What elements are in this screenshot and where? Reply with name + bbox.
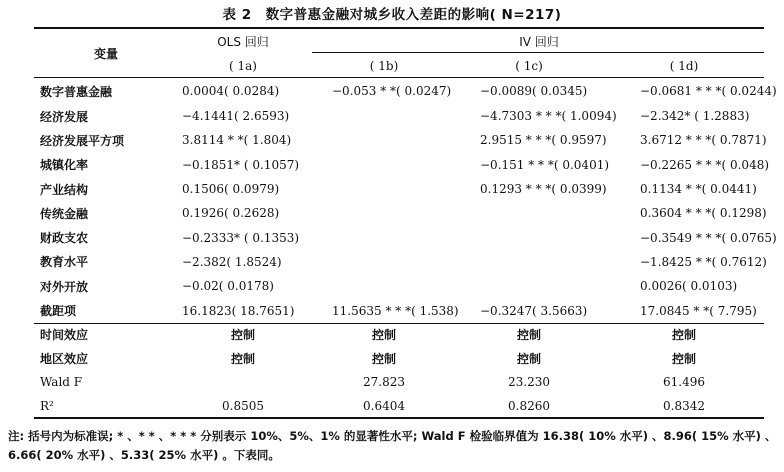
cell-1b [314,128,454,152]
cell-1a: −0.02( 0.0178) [182,279,274,294]
cell-1b: 27.823 [363,375,405,390]
col-header-1b: ( 1b) [369,59,399,73]
row-label: 时间效应 [40,328,89,343]
cell-1a: −4.1441( 2.6593) [182,109,290,124]
cell-1d: 0.0026( 0.0103) [640,279,738,294]
table-row [34,201,764,225]
cell-1c: 控制 [516,352,541,367]
cell-1b: 0.6404 [363,398,405,413]
cell-1b [314,104,454,128]
row-label: 数字普惠金融 [40,84,113,99]
cell-1c [454,274,604,298]
row-label: 经济发展平方项 [40,133,125,148]
cell-1c: 23.230 [508,375,550,390]
iv-header: IV 回归 [519,34,559,49]
cell-1d: 控制 [672,352,697,367]
cell-1b [314,177,454,201]
row-label: 财政支农 [40,231,89,246]
cell-1c: −4.7303 * * *( 1.0094) [480,109,617,124]
cell-1a: −0.1851* ( 0.1057) [182,157,300,172]
cell-1a [172,371,314,395]
table-title: 表 2 数字普惠金融对城乡收入差距的影响( N=217) [222,7,562,23]
row-label: Wald F [40,375,83,390]
cell-1c: −0.151 * * *( 0.0401) [480,157,610,172]
cell-1c: 0.8260 [508,398,550,413]
row-label: 城镇化率 [40,158,89,173]
cell-1c: 0.1293 * * *( 0.0399) [480,182,607,197]
col-header-1a: ( 1a) [229,59,257,73]
row-label: 对外开放 [40,279,89,294]
cell-1d: 控制 [672,328,697,343]
cell-1d: 0.3604 * * *( 0.1298) [640,206,767,221]
cell-1a: 16.1823( 18.7651) [182,303,295,318]
cell-1b: 控制 [371,328,396,343]
cell-1b [314,201,454,225]
cell-1c: −0.3247( 3.5663) [480,303,588,318]
cell-1b: −0.053 * *( 0.0247) [332,84,452,98]
table-row [34,323,764,347]
cell-1a: 0.8505 [222,398,264,413]
variable-header: 变量 [94,46,119,61]
cell-1c [454,225,604,249]
cell-1c [454,250,604,274]
cell-1d: 3.6712 * * *( 0.7871) [640,133,767,148]
cell-1d: −0.0681 * * *( 0.0244) [640,84,777,98]
col-header-1d: ( 1d) [669,59,699,73]
ols-header: OLS 回归 [217,34,269,49]
table-row [34,78,764,104]
table-row [34,104,764,128]
cell-1c: 2.9515 * * *( 0.9597) [480,133,607,148]
cell-1c [454,201,604,225]
cell-1b [314,225,454,249]
table-row [34,128,764,152]
regression-table [34,28,777,418]
table-row [34,250,764,274]
cell-1a: −2.382( 1.8524) [182,254,282,269]
cell-1c: 控制 [516,328,541,343]
row-label: R² [40,398,54,413]
table-note: 注: 括号内为标准误; * 、* * 、* * * 分别表示 10%、5%、1% 的显著性水平; Wald F 检验临界值为 16.38( 10% 水平) 、8.96( 15% 水平) 、6.66( 20% 水平) 、5.33( 25% 水平) 。下表同。 [8,429,777,462]
row-label: 传统金融 [40,206,89,221]
cell-1b [314,153,454,177]
table-row [34,371,764,395]
cell-1a: 0.1926( 0.2628) [182,206,280,221]
cell-1b [314,250,454,274]
cell-1c: −0.0089( 0.0345) [480,84,588,98]
cell-1a: 控制 [230,328,255,343]
cell-1d: −0.2265 * * *( 0.048) [640,157,770,172]
row-label: 教育水平 [40,255,89,270]
cell-1b [314,274,454,298]
col-header-1c: ( 1c) [515,59,543,73]
table-row [34,274,764,298]
row-label: 截距项 [40,304,77,319]
table-row [34,298,764,322]
cell-1d: 0.8342 [663,398,705,413]
cell-1d: 61.496 [663,375,705,390]
cell-1b: 11.5635 * * *( 1.538) [332,303,459,318]
cell-1d: 17.0845 * *( 7.795) [640,303,757,318]
row-label: 产业结构 [40,182,89,197]
cell-1a: −0.2333* ( 0.1353) [182,230,300,245]
table-row [34,225,764,249]
row-label: 经济发展 [40,109,89,124]
cell-1b: 控制 [371,352,396,367]
cell-1d: −1.8425 * *( 0.7612) [640,254,767,269]
table-row [34,394,764,418]
table-row [34,177,764,201]
cell-1a: 控制 [230,352,255,367]
table-row [34,347,764,371]
cell-1a: 0.0004( 0.0284) [182,84,280,98]
cell-1a: 0.1506( 0.0979) [182,182,280,197]
cell-1d: 0.1134 * *( 0.0441) [640,182,757,197]
cell-1d: −0.3549 * * *( 0.0765) [640,230,777,245]
table-row [34,153,764,177]
cell-1a: 3.8114 * *( 1.804) [182,133,292,148]
row-label: 地区效应 [40,352,89,367]
cell-1d: −2.342* ( 1.2883) [640,109,750,124]
